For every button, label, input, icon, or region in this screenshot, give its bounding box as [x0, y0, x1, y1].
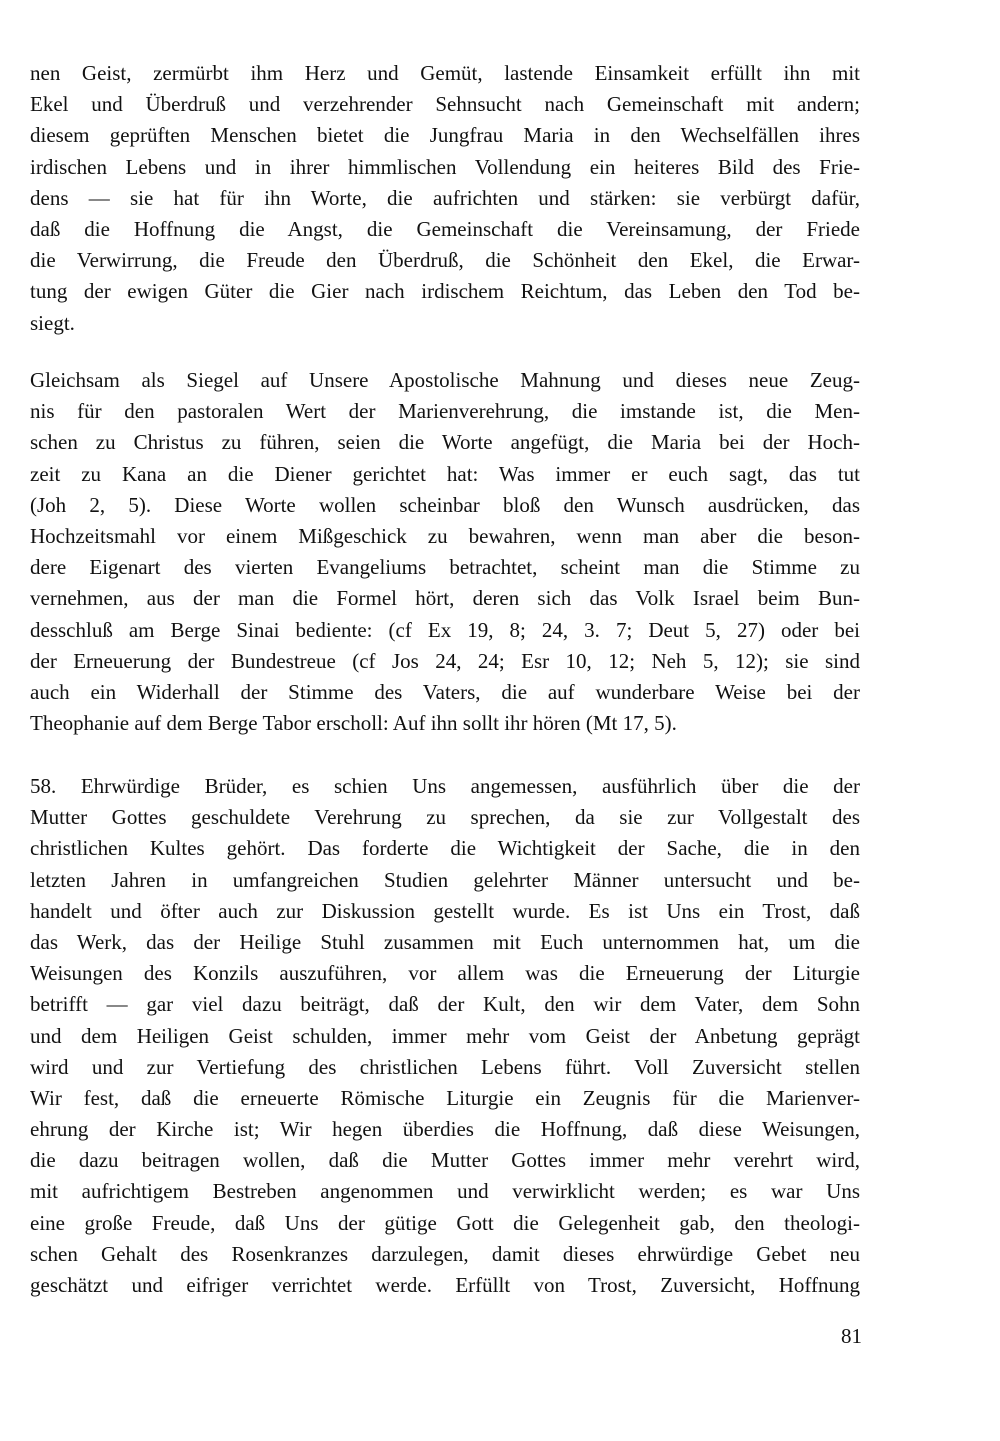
paragraph-2 — [30, 365, 860, 739]
text-line: (Joh 2, 5). Diese Worte wollen scheinbar bloß den Wunsch ausdrücken, das — [30, 492, 860, 517]
text-line: letzten Jahren in umfangreichen Studien gelehrter Männer untersucht und be- — [30, 867, 860, 892]
text-line: diesem geprüften Menschen bietet die Jungfrau Maria in den Wechselfällen ihres — [30, 123, 860, 148]
text-line: geschätzt und eifriger verrichtet werde. Erfüllt von Trost, Zuversicht, Hoffnung — [30, 1273, 860, 1297]
text-line: Wir fest, daß die erneuerte Römische Liturgie ein Zeugnis für die Marienver- — [30, 1085, 860, 1110]
page-number: 81 — [841, 1324, 862, 1348]
text-line: und dem Heiligen Geist schulden, immer mehr vom Geist der Anbetung geprägt — [30, 1023, 860, 1048]
text-line: nen Geist, zermürbt ihm Herz und Gemüt, lastende Einsamkeit erfüllt ihn mit — [30, 61, 860, 85]
text-line: schen Gehalt des Rosenkranzes darzulegen, damit dieses ehrwürdige Gebet neu — [30, 1241, 860, 1266]
text-line: Mutter Gottes geschuldete Verehrung zu sprechen, da sie zur Vollgestalt des — [30, 805, 860, 830]
text-line: Gleichsam als Siegel auf Unsere Apostolische Mahnung und dieses neue Zeug- — [30, 368, 860, 392]
text-line: dere Eigenart des vierten Evangeliums betrachtet, scheint man die Stimme zu — [30, 555, 860, 580]
text-line: die dazu beitragen wollen, daß die Mutter Gottes immer mehr verehrt wird, — [30, 1148, 860, 1173]
text-line: nis für den pastoralen Wert der Marienverehrung, die imstande ist, die Men- — [30, 399, 860, 424]
text-line: desschluß am Berge Sinai bediente: (cf Ex 19, 8; 24, 3. 7; Deut 5, 27) oder bei — [30, 617, 860, 642]
text-line: Weisungen des Konzils auszuführen, vor allem was die Erneuerung der Liturgie — [30, 961, 860, 986]
text-line: 58. Ehrwürdige Brüder, es schien Uns angemessen, ausführlich über die der — [30, 774, 860, 798]
text-line: schen zu Christus zu führen, seien die Worte angefügt, die Maria bei der Hoch- — [30, 430, 860, 455]
text-line: auch ein Widerhall der Stimme des Vaters, die auf wunderbare Weise bei der — [30, 679, 860, 704]
text-line: siegt. — [30, 310, 75, 335]
text-line: der Erneuerung der Bundestreue (cf Jos 24, 24; Esr 10, 12; Neh 5, 12); sie sind — [30, 648, 860, 673]
text-line: wird und zur Vertiefung des christlichen Lebens führt. Voll Zuversicht stellen — [30, 1054, 860, 1079]
text-line: Hochzeitsmahl vor einem Mißgeschick zu bewahren, wenn man aber die beson- — [30, 523, 860, 548]
text-line: mit aufrichtigem Bestreben angenommen und verwirklicht werden; es war Uns — [30, 1179, 860, 1204]
paragraph-1 — [30, 58, 860, 339]
text-line: tung der ewigen Güter die Gier nach irdischem Reichtum, das Leben den Tod be- — [30, 279, 860, 304]
text-line: dens — sie hat für ihn Worte, die aufrichten und stärken: sie verbürgt dafür, — [30, 185, 860, 210]
text-line: die Verwirrung, die Freude den Überdruß, die Schönheit den Ekel, die Erwar- — [30, 248, 860, 273]
text-line: daß die Hoffnung die Angst, die Gemeinschaft die Vereinsamung, der Friede — [30, 216, 860, 241]
text-line: zeit zu Kana an die Diener gerichtet hat: Was immer er euch sagt, das tut — [30, 461, 860, 486]
text-line: Theophanie auf dem Berge Tabor erscholl: Auf ihn sollt ihr hören (Mt 17, 5). — [30, 711, 677, 736]
text-line: ehrung der Kirche ist; Wir hegen überdies die Hoffnung, daß diese Weisungen, — [30, 1117, 860, 1142]
text-line: handelt und öfter auch zur Diskussion gestellt wurde. Es ist Uns ein Trost, daß — [30, 898, 860, 923]
text-line: das Werk, das der Heilige Stuhl zusammen mit Euch unternommen hat, um die — [30, 929, 860, 954]
text-line: irdischen Lebens und in ihrer himmlischen Vollendung ein heiteres Bild des Frie- — [30, 154, 860, 179]
paragraph-3 — [30, 771, 860, 1301]
text-line: vernehmen, aus der man die Formel hört, deren sich das Volk Israel beim Bun- — [30, 586, 860, 611]
text-line: Ekel und Überdruß und verzehrender Sehnsucht nach Gemeinschaft mit andern; — [30, 92, 860, 117]
text-line: eine große Freude, daß Uns der gütige Gott die Gelegenheit gab, den theologi- — [30, 1210, 860, 1235]
text-line: christlichen Kultes gehört. Das forderte die Wichtigkeit der Sache, die in den — [30, 836, 860, 861]
text-line: betrifft — gar viel dazu beiträgt, daß der Kult, den wir dem Vater, dem Sohn — [30, 992, 860, 1017]
